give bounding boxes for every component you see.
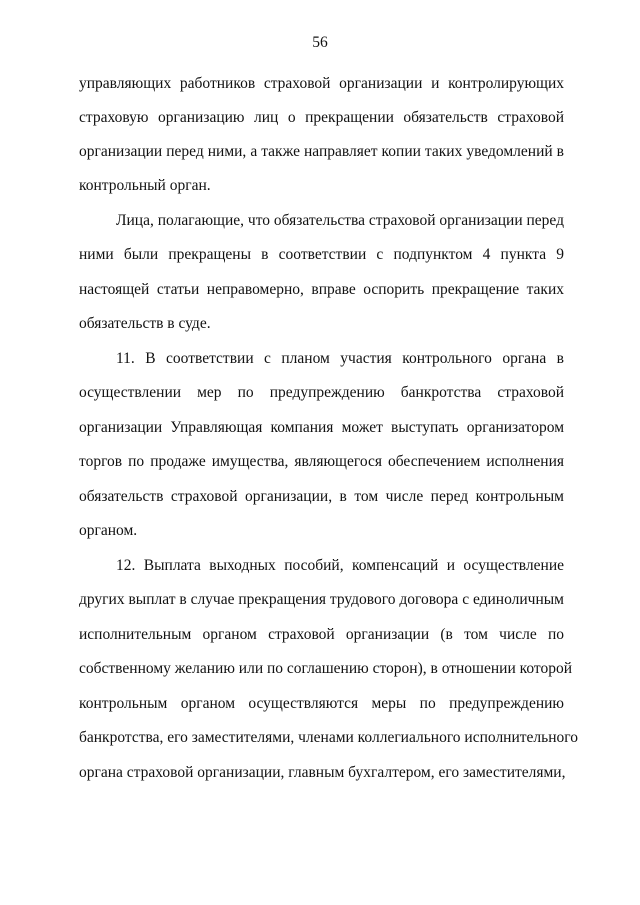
paragraph-3-line-3: организации Управляющая компания может выступать организатором [79, 419, 564, 436]
paragraph-2-line-2: ними были прекращены в соответствии с подпунктом 4 пункта 9 [79, 246, 564, 263]
paragraph-4-line-2: других выплат в случае прекращения трудового договора с единоличным [79, 591, 564, 608]
paragraph-3-line-5: обязательств страховой организации, в том числе перед контрольным [79, 488, 564, 505]
paragraph-3-line-4: торгов по продаже имущества, являющегося обеспечением исполнения [79, 453, 564, 470]
paragraph-1-line-2: страховую организацию лиц о прекращении обязательств страховой [79, 109, 564, 126]
paragraph-4-line-6: банкротства, его заместителями, членами коллегиального исполнительного [79, 729, 578, 746]
paragraph-1-line-3: организации перед ними, а также направляет копии таких уведомлений в [79, 143, 564, 160]
paragraph-4-line-5: контрольным органом осуществляются меры по предупреждению [79, 695, 564, 712]
paragraph-2-line-3: настоящей статьи неправомерно, вправе оспорить прекращение таких [79, 281, 564, 298]
paragraph-2-line-4: обязательств в суде. [79, 315, 211, 332]
paragraph-3-line-1: 11. В соответствии с планом участия контрольного органа в [116, 350, 564, 367]
paragraph-4-line-1: 12. Выплата выходных пособий, компенсаций и осуществление [116, 557, 564, 574]
paragraph-1-line-4: контрольный орган. [79, 177, 211, 194]
paragraph-4-line-7: органа страховой организации, главным бухгалтером, его заместителями, [79, 764, 566, 781]
page-number: 56 [312, 34, 328, 51]
paragraph-4-line-3: исполнительным органом страховой организации (в том числе по [79, 626, 564, 643]
paragraph-3-line-2: осуществлении мер по предупреждению банкротства страховой [79, 384, 564, 401]
paragraph-2-line-1: Лица, полагающие, что обязательства страховой организации перед [116, 212, 564, 229]
paragraph-4-line-4: собственному желанию или по соглашению сторон), в отношении которой [79, 660, 573, 677]
paragraph-1-line-1: управляющих работников страховой организации и контролирующих [79, 75, 564, 92]
paragraph-3-line-6: органом. [79, 522, 138, 539]
